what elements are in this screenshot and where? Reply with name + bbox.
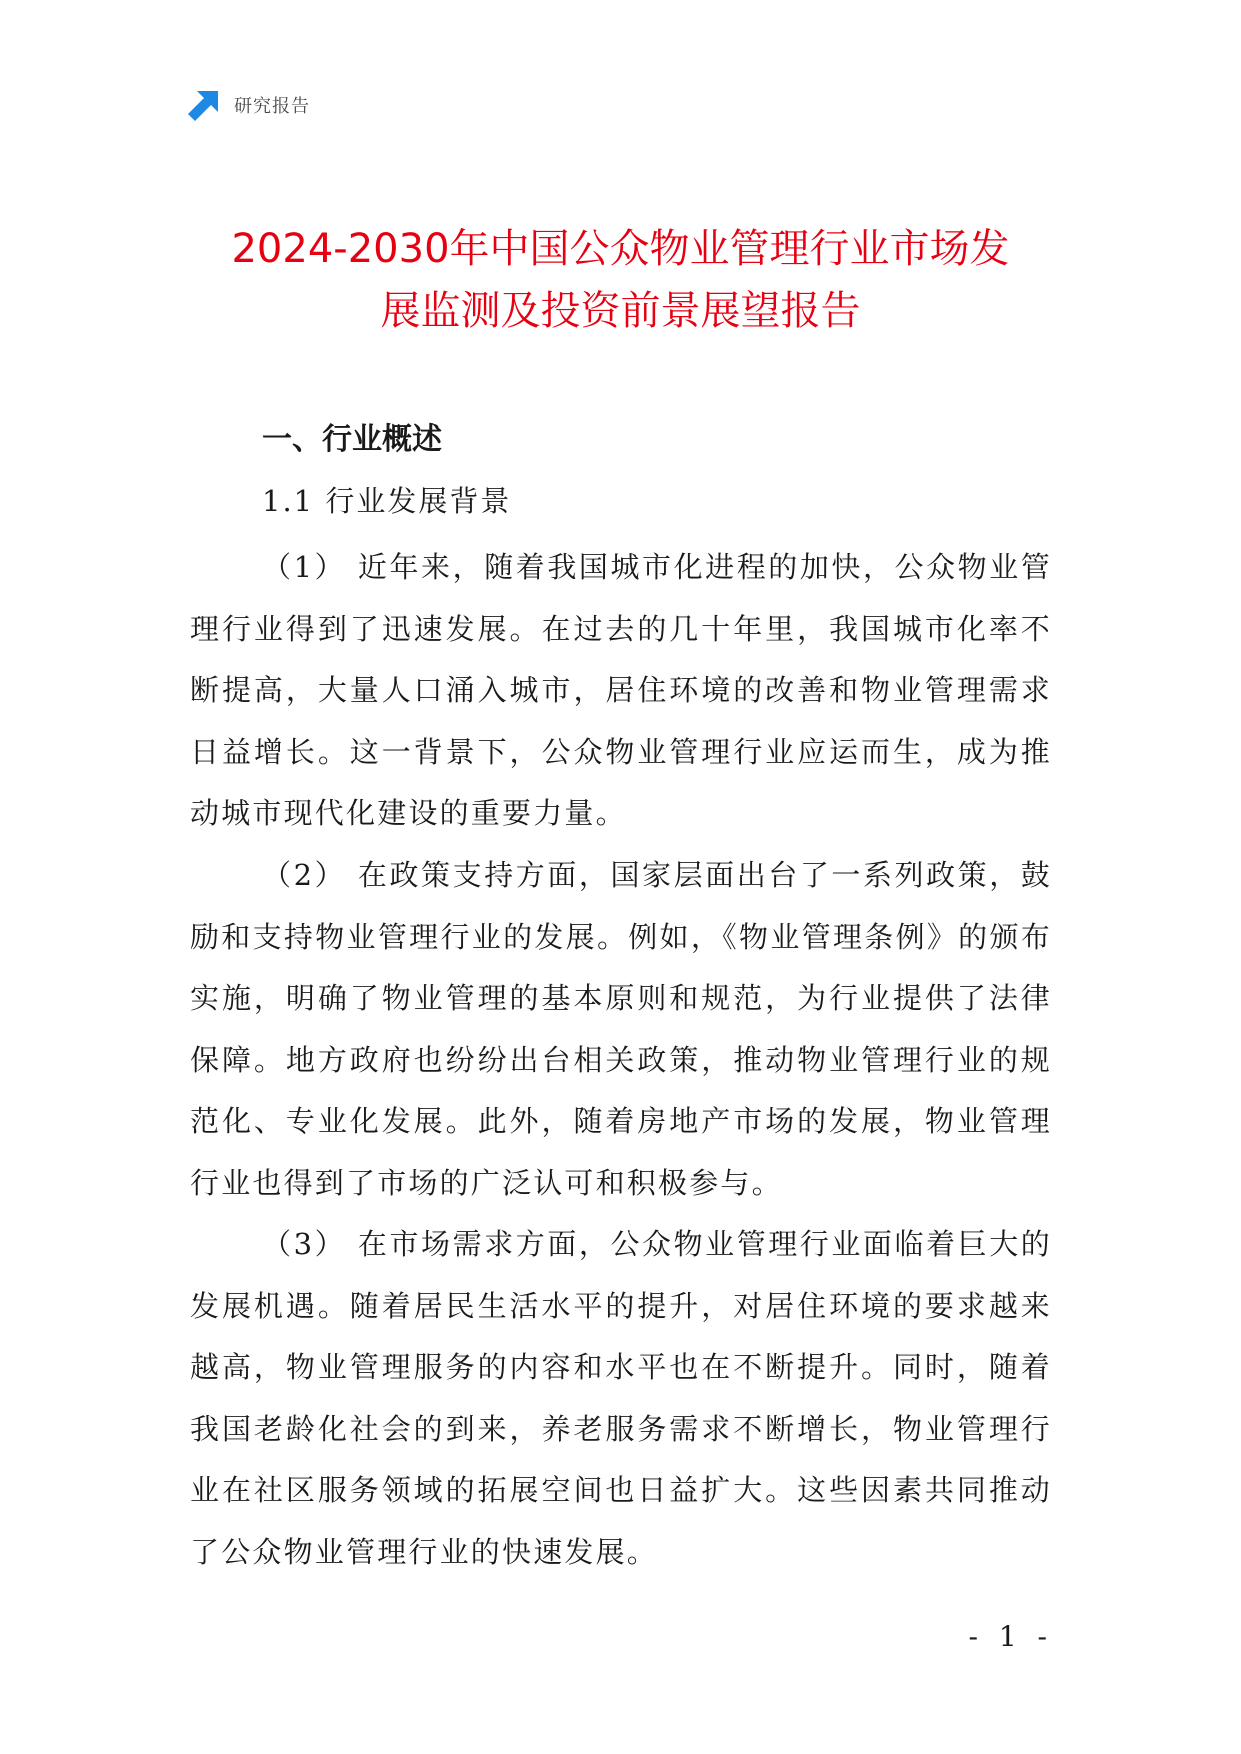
- header-label: 研究报告: [234, 96, 310, 117]
- report-title-line-2: 展监测及投资前景展望报告: [380, 288, 861, 334]
- subsection-heading: 1.1 行业发展背景: [262, 484, 512, 518]
- report-title: [150, 218, 1091, 342]
- body-paragraph: （2） 在政策支持方面，国家层面出台了一系列政策，鼓励和支持物业管理行业的发展。例如，《物业管理条例》的颁布实施，明确了物业管理的基本原则和规范，为行业提供了法律保障。地方政府也纷纷出台相关政策，推动物业管理行业的规范化、专业化发展。此外，随着房地产市场的发展，物业管理行业也得到了市场的广泛认可和积极参与。: [190, 858, 1052, 1200]
- body-paragraph-2-block: [190, 845, 1052, 1214]
- report-title-line-1: 2024-2030年中国公众物业管理行业市场发: [231, 226, 1010, 272]
- page-number: - 1 -: [968, 1620, 1053, 1653]
- page-header: [188, 88, 310, 122]
- body-paragraph-1-block: [190, 537, 1052, 845]
- body-paragraph-3-block: [190, 1214, 1052, 1583]
- body-paragraph: （3） 在市场需求方面，公众物业管理行业面临着巨大的发展机遇。随着居民生活水平的提升，对居住环境的要求越来越高，物业管理服务的内容和水平也在不断提升。同时，随着我国老龄化社会的到来，养老服务需求不断增长，物业管理行业在社区服务领域的拓展空间也日益扩大。这些因素共同推动了公众物业管理行业的快速发展。: [190, 1227, 1052, 1569]
- arrow-up-right-icon: [188, 89, 220, 121]
- section-heading: 一、行业概述: [262, 422, 442, 457]
- body-paragraph: （1） 近年来，随着我国城市化进程的加快，公众物业管理行业得到了迅速发展。在过去的几十年里，我国城市化率不断提高，大量人口涌入城市，居住环境的改善和物业管理需求日益增长。这一背景下，公众物业管理行业应运而生，成为推动城市现代化建设的重要力量。: [190, 550, 1052, 830]
